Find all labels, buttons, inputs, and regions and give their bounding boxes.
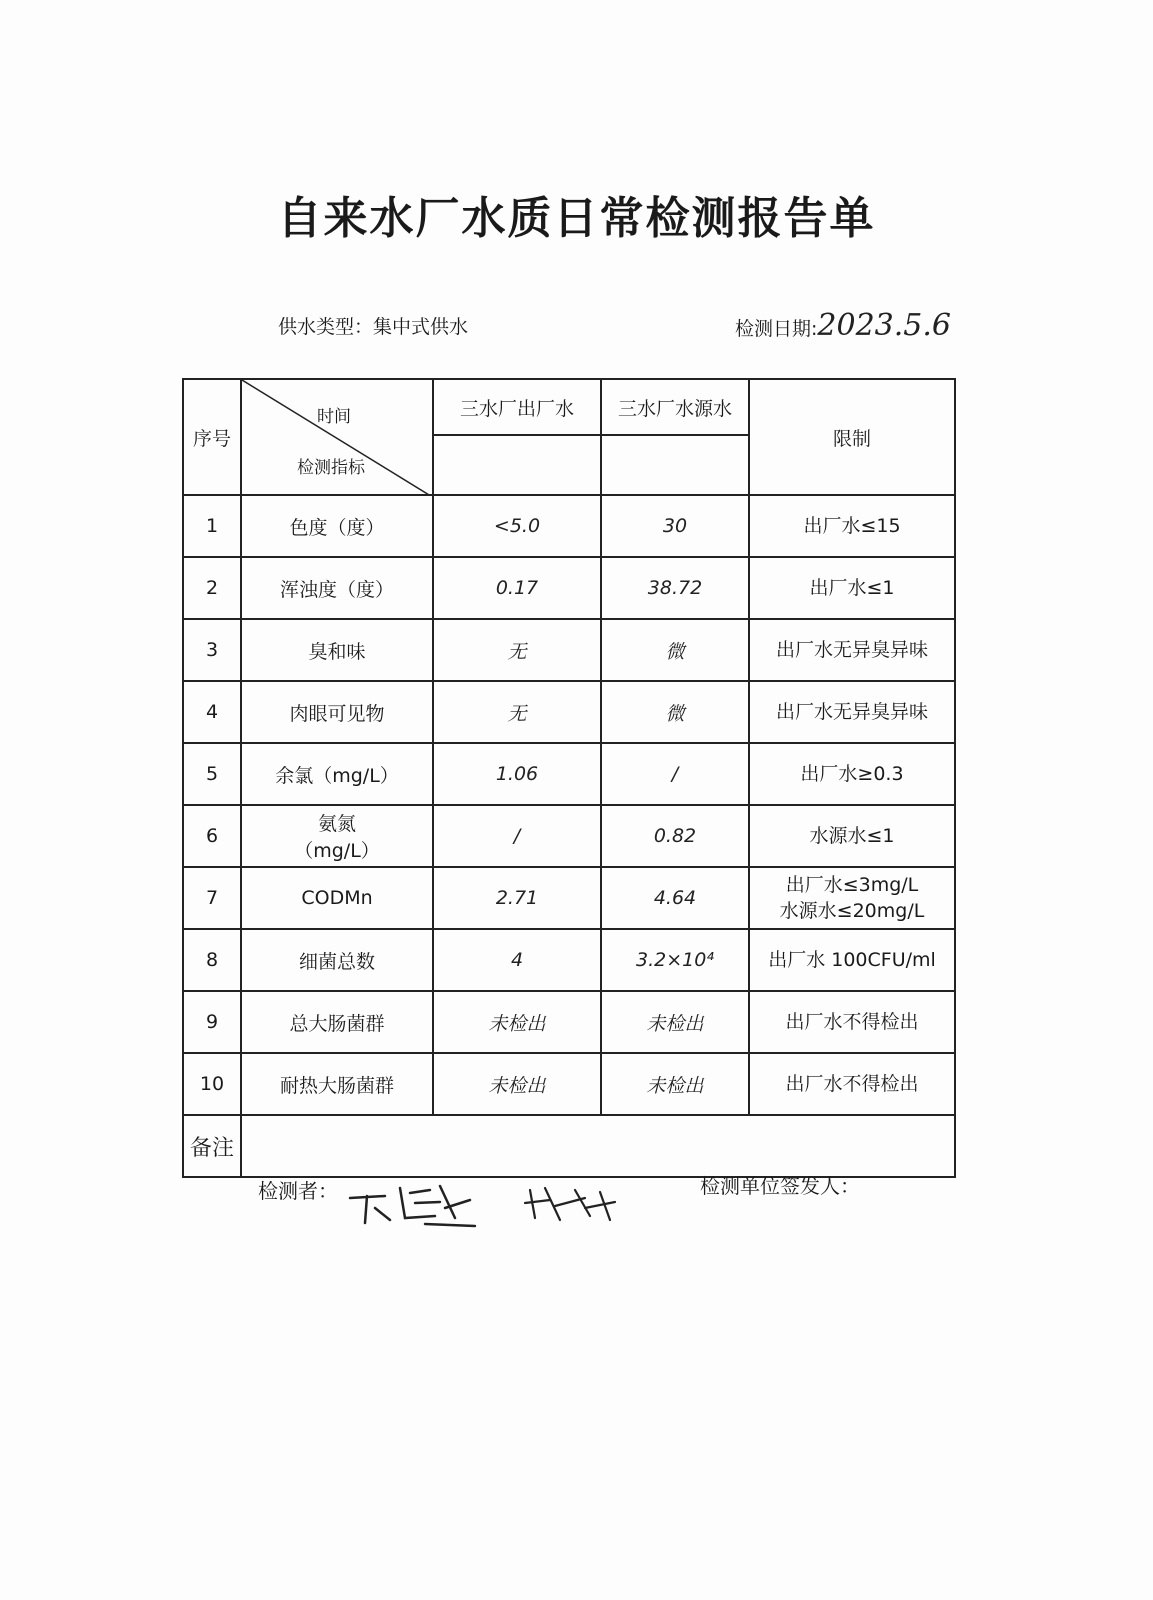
test-date-value: 2023.5.6 xyxy=(817,308,951,343)
report-title: 自来水厂水质日常检测报告单 xyxy=(277,193,876,244)
row-no: 4 xyxy=(183,681,241,743)
row-outlet-value: 未检出 xyxy=(433,991,601,1053)
row-indicator: 浑浊度（度） xyxy=(241,557,433,619)
test-date-label: 检测日期: xyxy=(735,318,818,340)
row-source-value: 未检出 xyxy=(601,1053,749,1115)
table-row xyxy=(183,805,955,867)
row-limit xyxy=(749,867,955,929)
remark-row xyxy=(183,1115,955,1177)
row-outlet-value: <5.0 xyxy=(433,495,601,557)
row-outlet-value: 2.71 xyxy=(433,867,601,929)
row-limit-line1: 出厂水≤3mg/L xyxy=(785,874,919,896)
row-limit-line2: 水源水≤20mg/L xyxy=(779,900,925,922)
row-no: 2 xyxy=(183,557,241,619)
row-no: 9 xyxy=(183,991,241,1053)
row-no: 3 xyxy=(183,619,241,681)
table-row xyxy=(183,743,955,805)
row-limit: 出厂水无异臭异味 xyxy=(749,681,955,743)
col-outlet-subheader xyxy=(433,435,601,495)
row-source-value: 3.2×10⁴ xyxy=(601,929,749,991)
row-source-value: 未检出 xyxy=(601,991,749,1053)
row-source-value: / xyxy=(601,743,749,805)
table-row xyxy=(183,867,955,929)
row-source-value: 38.72 xyxy=(601,557,749,619)
col-source-subheader xyxy=(601,435,749,495)
diagonal-header xyxy=(241,379,433,495)
tester-label: 检测者： xyxy=(258,1179,338,1203)
row-source-value: 微 xyxy=(601,681,749,743)
row-outlet-value: 4 xyxy=(433,929,601,991)
report-table xyxy=(182,378,956,1178)
diag-header-time: 时间 xyxy=(317,407,351,427)
row-indicator: 总大肠菌群 xyxy=(241,991,433,1053)
supply-type xyxy=(278,312,468,339)
row-outlet-value: 0.17 xyxy=(433,557,601,619)
row-indicator: CODMn xyxy=(241,867,433,929)
row-indicator: 细菌总数 xyxy=(241,929,433,991)
row-indicator-line1: 氨氮 xyxy=(317,813,356,835)
row-indicator: 余氯（mg/L） xyxy=(241,743,433,805)
row-no: 6 xyxy=(183,805,241,867)
table-row xyxy=(183,681,955,743)
row-limit: 出厂水不得检出 xyxy=(749,991,955,1053)
row-indicator: 色度（度） xyxy=(241,495,433,557)
supply-type-value: 集中式供水 xyxy=(373,316,469,338)
row-no: 10 xyxy=(183,1053,241,1115)
row-source-value: 30 xyxy=(601,495,749,557)
row-no: 7 xyxy=(183,867,241,929)
row-outlet-value: / xyxy=(433,805,601,867)
col-outlet-header: 三水厂出厂水 xyxy=(433,379,601,435)
remark-label: 备注 xyxy=(183,1115,241,1177)
row-indicator: 耐热大肠菌群 xyxy=(241,1053,433,1115)
diag-header-indicator: 检测指标 xyxy=(297,458,365,478)
row-no: 1 xyxy=(183,495,241,557)
row-outlet-value: 1.06 xyxy=(433,743,601,805)
row-limit: 水源水≤1 xyxy=(749,805,955,867)
limit-header: 限制 xyxy=(749,379,955,495)
row-limit: 出厂水不得检出 xyxy=(749,1053,955,1115)
row-indicator: 臭和味 xyxy=(241,619,433,681)
row-limit: 出厂水≤15 xyxy=(749,495,955,557)
row-no: 5 xyxy=(183,743,241,805)
col-source-header: 三水厂水源水 xyxy=(601,379,749,435)
supply-type-label: 供水类型： xyxy=(278,316,374,338)
table-row xyxy=(183,991,955,1053)
row-outlet-value: 无 xyxy=(433,681,601,743)
row-limit: 出厂水 100CFU/ml xyxy=(749,929,955,991)
row-source-value: 0.82 xyxy=(601,805,749,867)
tester-signature xyxy=(345,1178,635,1230)
row-outlet-value: 未检出 xyxy=(433,1053,601,1115)
row-limit: 出厂水无异臭异味 xyxy=(749,619,955,681)
row-indicator xyxy=(241,805,433,867)
seq-header: 序号 xyxy=(183,379,241,495)
table-row xyxy=(183,495,955,557)
row-no: 8 xyxy=(183,929,241,991)
row-limit: 出厂水≤1 xyxy=(749,557,955,619)
remark-content xyxy=(241,1115,955,1177)
row-indicator-line2: （mg/L） xyxy=(294,840,380,862)
table-row xyxy=(183,1053,955,1115)
row-limit: 出厂水≥0.3 xyxy=(749,743,955,805)
issuer-label: 检测单位签发人： xyxy=(700,1174,860,1198)
row-indicator: 肉眼可见物 xyxy=(241,681,433,743)
table-row xyxy=(183,929,955,991)
table-row xyxy=(183,619,955,681)
table-row xyxy=(183,557,955,619)
test-date xyxy=(735,308,951,343)
row-outlet-value: 无 xyxy=(433,619,601,681)
row-source-value: 微 xyxy=(601,619,749,681)
row-source-value: 4.64 xyxy=(601,867,749,929)
